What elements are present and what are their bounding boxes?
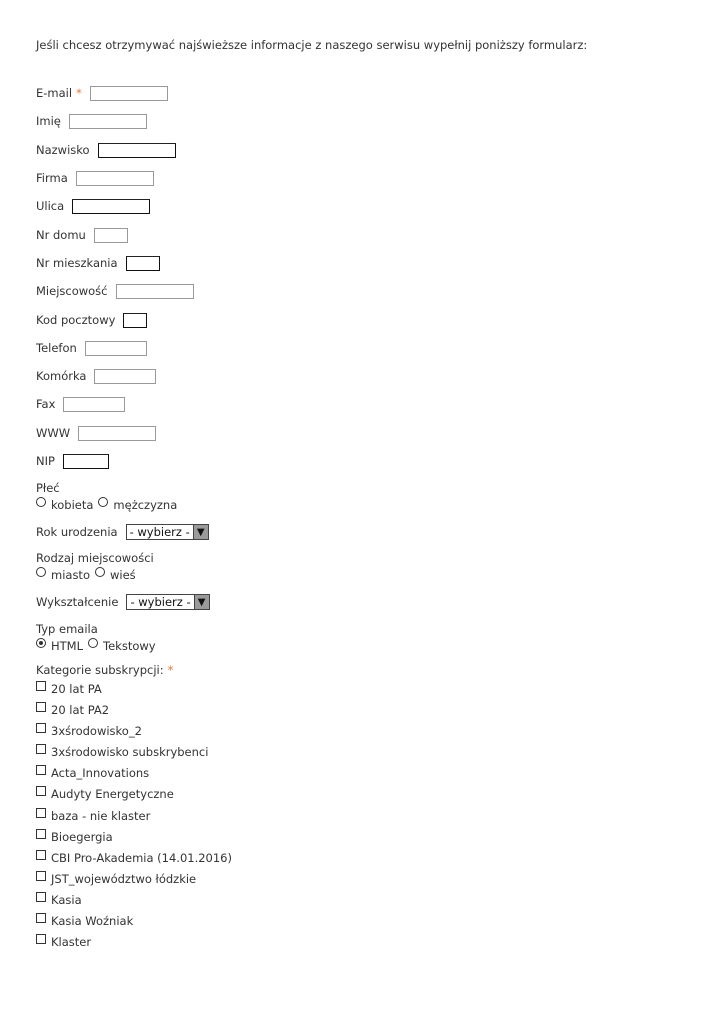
category-label: baza - nie klaster bbox=[51, 808, 151, 823]
rok-urodzenia-row bbox=[36, 523, 209, 541]
plec-options bbox=[36, 496, 182, 514]
category-checkbox[interactable] bbox=[36, 702, 46, 712]
category-checkbox[interactable] bbox=[36, 871, 46, 881]
firma-input[interactable] bbox=[76, 171, 154, 186]
nr-mieszkania-label: Nr mieszkania bbox=[36, 256, 118, 270]
typ-emaila-label: Typ emaila bbox=[36, 622, 98, 636]
category-label: 3xśrodowisko_2 bbox=[51, 724, 142, 739]
list-item bbox=[36, 870, 232, 891]
list-item bbox=[36, 701, 232, 722]
typ-emaila-group bbox=[36, 621, 161, 655]
rok-urodzenia-selected: - wybierz - bbox=[129, 525, 190, 539]
kod-pocztowy-row bbox=[36, 311, 147, 329]
rodzaj-miejscowosci-label: Rodzaj miejscowości bbox=[36, 551, 154, 565]
www-label: WWW bbox=[36, 426, 71, 440]
list-item bbox=[36, 828, 232, 849]
fax-input[interactable] bbox=[63, 397, 125, 412]
kategorie-list bbox=[36, 680, 232, 954]
category-checkbox[interactable] bbox=[36, 744, 46, 754]
list-item bbox=[36, 680, 232, 701]
category-checkbox[interactable] bbox=[36, 934, 46, 944]
category-checkbox[interactable] bbox=[36, 765, 46, 775]
miasto-label: miasto bbox=[51, 568, 90, 582]
tekstowy-radio[interactable] bbox=[88, 638, 98, 648]
category-label: JST_województwo łódzkie bbox=[51, 871, 197, 886]
wies-radio[interactable] bbox=[95, 567, 105, 577]
html-radio[interactable] bbox=[36, 638, 46, 648]
html-label: HTML bbox=[51, 639, 84, 653]
plec-kobieta-radio[interactable] bbox=[36, 497, 46, 507]
plec-mezczyzna-label: mężczyzna bbox=[113, 498, 178, 512]
ulica-label: Ulica bbox=[36, 199, 65, 213]
ulica-row bbox=[36, 197, 150, 215]
email-label: E-mail bbox=[36, 86, 73, 100]
komorka-label: Komórka bbox=[36, 369, 87, 383]
imie-label: Imię bbox=[36, 114, 61, 128]
kod-pocztowy-input[interactable] bbox=[123, 313, 147, 328]
nip-input[interactable] bbox=[63, 454, 109, 469]
fax-row bbox=[36, 395, 125, 413]
firma-row bbox=[36, 169, 154, 187]
wies-label: wieś bbox=[109, 568, 136, 582]
list-item bbox=[36, 722, 232, 743]
firma-label: Firma bbox=[36, 171, 68, 185]
category-checkbox[interactable] bbox=[36, 723, 46, 733]
ulica-input[interactable] bbox=[72, 199, 150, 214]
category-checkbox[interactable] bbox=[36, 913, 46, 923]
wyksztalcenie-select[interactable] bbox=[126, 594, 209, 610]
kod-pocztowy-label: Kod pocztowy bbox=[36, 313, 116, 327]
intro-text: Jeśli chcesz otrzymywać najświeższe informacje z naszego serwisu wypełnij poniższy formularz: bbox=[36, 38, 588, 52]
list-item bbox=[36, 785, 232, 806]
imie-input[interactable] bbox=[69, 114, 147, 129]
wyksztalcenie-label: Wykształcenie bbox=[36, 595, 119, 609]
imie-row bbox=[36, 112, 147, 130]
nr-mieszkania-row bbox=[36, 254, 160, 272]
miejscowosc-row bbox=[36, 282, 194, 300]
nr-domu-label: Nr domu bbox=[36, 228, 86, 242]
plec-kobieta-label: kobieta bbox=[51, 498, 94, 512]
nazwisko-input[interactable] bbox=[98, 143, 176, 158]
kategorie-heading bbox=[36, 662, 173, 678]
tekstowy-label: Tekstowy bbox=[103, 639, 156, 653]
rodzaj-miejscowosci-options bbox=[36, 566, 154, 584]
nazwisko-row bbox=[36, 141, 176, 159]
komorka-row bbox=[36, 367, 156, 385]
rok-urodzenia-select[interactable] bbox=[126, 524, 209, 540]
miejscowosc-label: Miejscowość bbox=[36, 284, 108, 298]
miasto-radio[interactable] bbox=[36, 567, 46, 577]
list-item bbox=[36, 764, 232, 785]
www-input[interactable] bbox=[78, 426, 156, 441]
category-label: Kasia bbox=[51, 892, 82, 907]
wyksztalcenie-selected: - wybierz - bbox=[130, 595, 191, 609]
category-checkbox[interactable] bbox=[36, 681, 46, 691]
nr-domu-input[interactable] bbox=[94, 228, 128, 243]
nr-mieszkania-input[interactable] bbox=[126, 256, 160, 271]
nip-label: NIP bbox=[36, 454, 55, 468]
telefon-label: Telefon bbox=[36, 341, 77, 355]
list-item bbox=[36, 849, 232, 870]
category-label: Kasia Woźniak bbox=[51, 914, 134, 929]
kategorie-label: Kategorie subskrypcji: bbox=[36, 663, 164, 677]
category-checkbox[interactable] bbox=[36, 786, 46, 796]
list-item bbox=[36, 933, 232, 954]
email-row bbox=[36, 84, 168, 102]
komorka-input[interactable] bbox=[94, 369, 156, 384]
category-label: 20 lat PA bbox=[51, 682, 102, 696]
list-item bbox=[36, 743, 232, 764]
rok-urodzenia-label: Rok urodzenia bbox=[36, 525, 118, 539]
plec-mezczyzna-radio[interactable] bbox=[98, 497, 108, 507]
list-item bbox=[36, 891, 232, 912]
typ-emaila-options bbox=[36, 637, 161, 655]
category-checkbox[interactable] bbox=[36, 808, 46, 818]
nazwisko-label: Nazwisko bbox=[36, 143, 90, 157]
list-item bbox=[36, 807, 232, 828]
telefon-row bbox=[36, 339, 147, 357]
email-required-mark: * bbox=[76, 86, 82, 100]
category-checkbox[interactable] bbox=[36, 850, 46, 860]
email-input[interactable] bbox=[90, 86, 168, 101]
category-label: Bioegergia bbox=[51, 829, 113, 844]
miejscowosc-input[interactable] bbox=[116, 284, 194, 299]
plec-group bbox=[36, 480, 182, 514]
category-label: 20 lat PA2 bbox=[51, 703, 110, 718]
category-checkbox[interactable] bbox=[36, 829, 46, 839]
www-row bbox=[36, 424, 156, 442]
chevron-down-icon: ▼ bbox=[194, 595, 209, 609]
wyksztalcenie-row bbox=[36, 593, 210, 611]
category-label: Acta_Innovations bbox=[51, 766, 150, 781]
nip-row bbox=[36, 452, 109, 470]
category-label: Klaster bbox=[51, 935, 92, 950]
plec-label: Płeć bbox=[36, 481, 60, 495]
nr-domu-row bbox=[36, 226, 128, 244]
category-label: Audyty Energetyczne bbox=[51, 787, 174, 802]
category-label: CBI Pro-Akademia (14.01.2016) bbox=[51, 850, 232, 865]
telefon-input[interactable] bbox=[85, 341, 147, 356]
rodzaj-miejscowosci-group bbox=[36, 550, 154, 584]
category-checkbox[interactable] bbox=[36, 892, 46, 902]
list-item bbox=[36, 912, 232, 933]
category-label: 3xśrodowisko subskrybenci bbox=[51, 745, 209, 760]
kategorie-required-mark: * bbox=[167, 663, 174, 677]
fax-label: Fax bbox=[36, 397, 56, 411]
chevron-down-icon: ▼ bbox=[193, 525, 208, 539]
